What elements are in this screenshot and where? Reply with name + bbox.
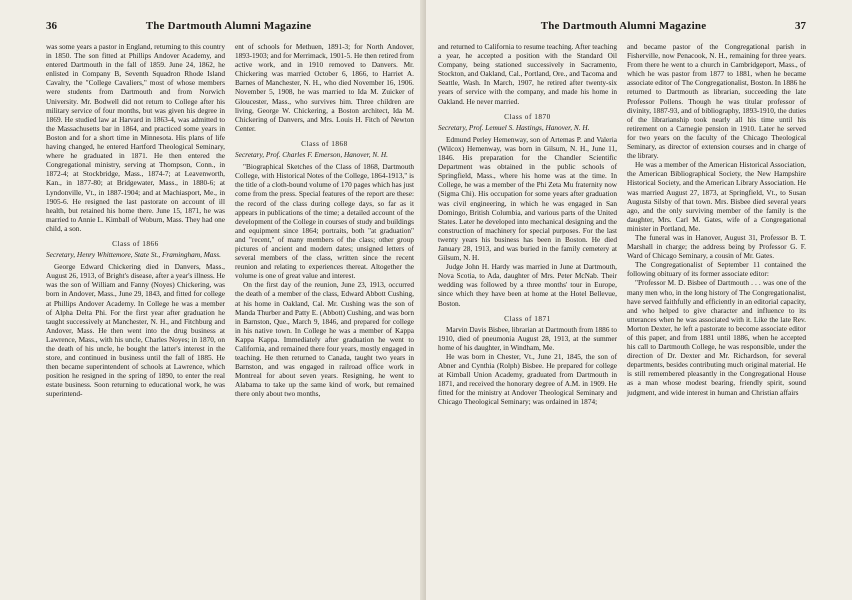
left-columns <box>46 42 414 399</box>
class-heading: Class of 1871 <box>504 313 551 323</box>
right-page-number: 37 <box>794 20 806 32</box>
paragraph: He was a member of the American Historical Association, the American Bibliographical Society, the New Hampshire Historical Society, and the American Library Association. He was married August 27, 1873, at Springfield, Vt., to Susan Augusta Silsby of that town. Mrs. Bisbee died several years ago, and the only surviving member of the family is the daughter, Mrs. Carl M. Gates, wife of a Congregational minister in Portland, Me. <box>627 160 806 233</box>
paragraph: was some years a pastor in England, returning to this country in 1850. The son fitted at Phillips Andover Academy, and entered Dartmouth in the fall of 1859. June 24, 1862, he enlisted in Company B, Seventh Squadron Rhode Island Cavalry, the "College Cavaliers," most of whose members were students from Dartmouth and from Norwich University. Mr. Bodwell did not return to College after his military service of four months, but was given his degree in 1869. He studied law at Harvard in 1863-4, was admitted to the Massachusetts bar in 1864, and practiced some years in Boston and for a short time in Minnesota. His plans of life having changed, he entered Hartford Theological Seminary, where he graduated in 1871. He then entered the Congregational ministry, serving at Thompson, Conn., in 1872-4; at Stockbridge, Mass., 1874-7; at Leavenworth, Kan., in 1877-80; at Bridgewater, Mass., in 1880-6; at Lyndonville, Vt., in 1887-1904; and at Machiasport, Me., in 1905-6. He resigned the last pastorate on account of ill health, but retained his home there. June 15, 1871, he was married to Annie L. Kimball of Woburn, Mass. They had one child, a son. <box>46 42 225 233</box>
right-running-head <box>438 20 806 36</box>
left-header-title: The Dartmouth Alumni Magazine <box>145 20 312 32</box>
paragraph: "Professor M. D. Bisbee of Dartmouth . . . was one of the many men who, in the long history of The Congregationalist, have served faithfully and efficiently in an editorial capacity, and who helped to give character and influence to its utterances when he was associated with it. Like the late Rev. Morton Dexter, he left a pastorate to become associate editor of this paper, and from 1881 until 1886, when he accepted his call to Dartmouth College, he was responsible, under the direction of Dr. Dexter and Mr. Richardson, for several departments, besides contributing much original material. He is still remembered pleasantly in the Congregational House as a man whose modest bearing, friendly spirit, sound judgment, and wide interest in human and Christian affairs <box>627 278 806 397</box>
paragraph: ent of schools for Methuen, 1891-3; for North Andover, 1893-1903; and for Merrimack, 1901-5. He then retired from active work, and in 1910 removed to Danvers. Mr. Chickering was married October 6, 1866, to Harriet A. Barnes of Manchester, N. H., who died November 16, 1906. November 5, 1908, he was married to Ida M. Zuicker of Gloucester, Mass., who survives him. Three children are living, George W. Chickering, a Boston architect, Ida M. Chickering of Danvers, and Mrs. Louis H. Fitch of Newton Center. <box>235 42 414 133</box>
class-heading: Class of 1870 <box>504 111 551 121</box>
paragraph: and returned to California to resume teaching. After teaching a year, he accepted a position with the Standard Oil Company, being stationed successively in Sacramento, Stockton, and Oakland, Cal., Portland, Ore., and Tacoma and Seattle, Wash. In March, 1907, he retired after twenty-six years of service with the company, and made his home in Oakland. He never married. <box>438 42 617 106</box>
right-column-1 <box>438 42 617 407</box>
paragraph: "Biographical Sketches of the Class of 1868, Dartmouth College, with Historical Notes of the College, 1864-1913," is the title of a cloth-bound volume of 170 pages which has just come from the press. Special features of the report are these: the record of the class during college days, so far as it appears in publications of the time; a detailed account of the development of the College in courses of study and buildings and equipment since 1864; portraits, both "at graduation" and "recent," of many members of the class; other group pictures of ancient and modern dates; unsigned letters of several members of the class, written since the recent reunion and relating to experiences thereat. Altogether the volume is one of great value and interest. <box>235 162 414 281</box>
paragraph: Marvin Davis Bisbee, librarian at Dartmouth from 1886 to 1910, died of pneumonia August 28, 1913, at the summer home of his daughter, in Windham, Me. <box>438 324 617 352</box>
paragraph: The funeral was in Hanover, August 31, Professor B. T. Marshall in charge; the address being by Professor G. F. Ward of Chicago Seminary, a cousin of Mr. Gates. <box>627 232 806 261</box>
paragraph: George Edward Chickering died in Danvers, Mass., August 26, 1913, of Bright's disease, after a year's illness. He was the son of William and Fanny (Noyes) Chickering, was born in Andover, Mass., June 29, 1843, and fitted for college at Phillips Andover Academy. In College he was a member of Alpha Delta Phi. For the first year after graduation he taught successively at Manchester, N. H., and Fitchburg and Andover, Mass. He then went into the drug business at Lawrence, Mass., with his uncle, Charles Noyes; in 1870, on the death of his uncle, he bought the latter's interest in the store, and continued in business until the fall of 1885. He then became superintendent of schools at Lawrence, which position he resigned in the spring of 1890, to enter the real estate business. Soon returning to educational work, he was superintend- <box>46 262 225 399</box>
secretary-line: Secretary, Henry Whittemore, State St., Framingham, Mass. <box>46 250 221 260</box>
right-columns <box>438 42 806 407</box>
left-column-2 <box>235 42 414 399</box>
secretary-line: Secretary, Prof. Charles F. Emerson, Hanover, N. H. <box>235 150 388 160</box>
paragraph: The Congregationalist of September 11 contained the following obituary of its former associate editor: <box>627 260 806 279</box>
class-heading: Class of 1868 <box>301 138 348 148</box>
right-header-title: The Dartmouth Alumni Magazine <box>540 20 707 32</box>
paragraph: and became pastor of the Congregational parish in Fisherville, now Penacook, N. H., remaining for three years. From there he went to a church in Cambridgeport, Mass., of which he was pastor from 1877 to 1881, when he became associate editor of The Congregationalist, Boston. In 1886 he returned to Dartmouth as librarian, succeeding the late Professor Pollens. Though he was titular professor of divinity, 1887-93, and of bibliography, 1893-1910, the duties of the librarianship took nearly all his time until his retirement on a Carnegie pension in 1910. Later he served for two years on the faculty of the Chicago Theological Seminary, as director of extension courses and in charge of the library. <box>627 42 807 161</box>
left-page-number: 36 <box>46 20 57 32</box>
left-running-head <box>46 20 414 36</box>
right-page <box>426 0 852 600</box>
paragraph: He was born in Chester, Vt., June 21, 1845, the son of Abner and Cynthia (Rolph) Bisbee. He prepared for college at Kimball Union Academy, graduated from Dartmouth in 1871, and received the honorary degree of A.M. in 1909. He fitted for the ministry at Andover Theological Seminary and Chicago Theological Seminary; was ordained in 1874; <box>438 352 617 407</box>
paragraph: On the first day of the reunion, June 23, 1913, occurred the death of a member of the class, Edward Abbott Cushing, at his home in Oakland, Cal. Mr. Cushing was the son of Manda Thurber and Patty E. (Abbott) Cushing, and was born in Barnston, Que., March 9, 1846, and prepared for college in his native town. In College he was a member of Kappa Kappa Kappa. Immediately after graduation he went to California, and remained there four years, mostly engaged in teaching. He then returned to Canada, taught two years in Barnston, and was engaged in railroad office work in Montreal for about seven years. Resigning, he went to Alabama to take up the same kind of work, but remained there only about two months, <box>235 280 414 399</box>
paragraph: Judge John H. Hardy was married in June at Dartmouth, Nova Scotia, to Ada, daughter of Mrs. Peter McNab. Their wedding was followed by a three months' tour in Europe, since which they have been at home at the Hotel Bellevue, Boston. <box>438 262 617 308</box>
secretary-line: Secretary, Prof. Lemuel S. Hastings, Hanover, N. H. <box>438 122 590 132</box>
right-column-2 <box>627 42 806 407</box>
left-column-1 <box>46 42 225 399</box>
class-heading: Class of 1866 <box>112 238 159 248</box>
paragraph: Edmund Perley Hemenway, son of Artemas P. and Valeria (Wilcox) Hemenway, was born in Gilsum, N. H., June 11, 1846. His preparation for the Chandler Scientific Department was obtained in the public schools of Springfield, Mass., where his home was at the time. In College, he was a member of the Phi Zeta Mu fraternity now (Sigma Chi). His occupation for some years after graduation was civil engineering, in which he was engaged in San Domingo, British Columbia, and various parts of the United States. Later he developed into mechanical designing and the construction of machinery for special purposes. For the last twenty years his business has been in Boston. He died January 28, 1913, and was buried in the family cemetery at Gilsum, N. H. <box>438 134 617 263</box>
